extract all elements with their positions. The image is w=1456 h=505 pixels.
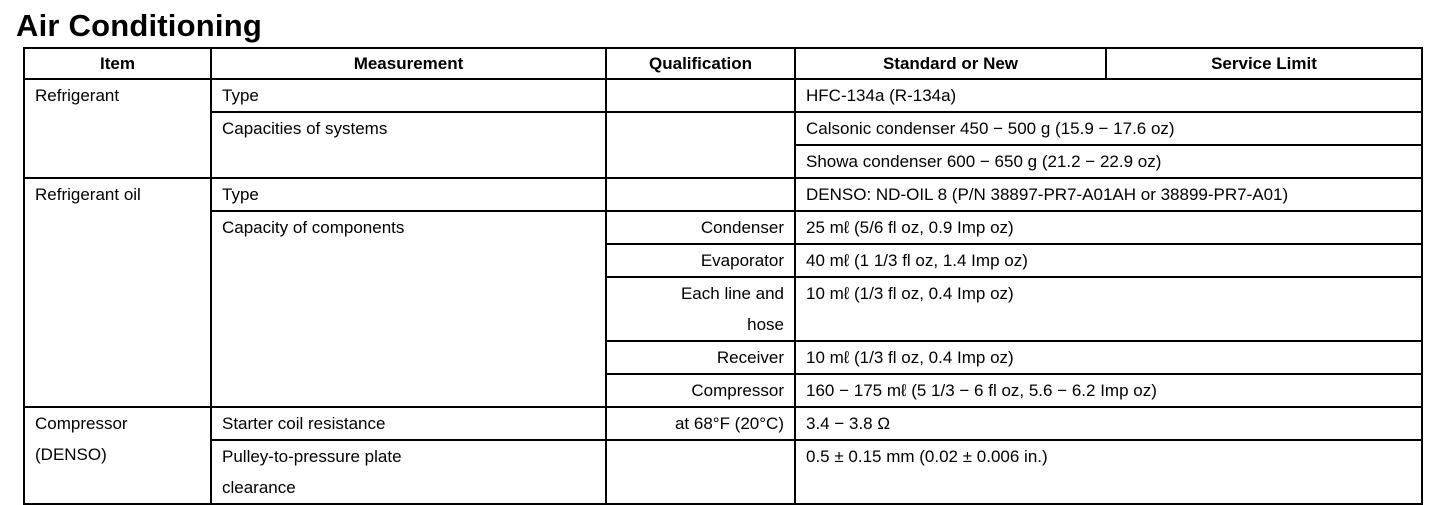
qualification-line: hose <box>747 315 784 334</box>
measurement-cell: Type <box>211 79 606 112</box>
table-row <box>24 211 1422 244</box>
measurement-line: clearance <box>222 478 296 497</box>
table-row <box>24 112 1422 145</box>
measurement-cell: Capacities of systems <box>211 112 606 178</box>
qualification-line: Each line and <box>680 284 784 303</box>
item-line: (DENSO) <box>35 445 107 464</box>
qualification-cell: Receiver <box>606 341 795 374</box>
table-row <box>24 407 1422 440</box>
value-cell: 10 mℓ (1/3 fl oz, 0.4 Imp oz) <box>795 277 1422 341</box>
item-refrigerant-oil: Refrigerant oil <box>24 178 211 407</box>
header-service-limit: Service Limit <box>1106 48 1422 79</box>
table-row <box>24 79 1422 112</box>
header-standard: Standard or New <box>795 48 1106 79</box>
table-row <box>24 440 1422 504</box>
measurement-cell: Type <box>211 178 606 211</box>
page-title: Air Conditioning <box>16 8 262 43</box>
value-cell: 160 − 175 mℓ (5 1/3 − 6 fl oz, 5.6 − 6.2 Imp oz) <box>795 374 1422 407</box>
header-qualification: Qualification <box>606 48 795 79</box>
measurement-cell: Starter coil resistance <box>211 407 606 440</box>
value-cell: 40 mℓ (1 1/3 fl oz, 1.4 Imp oz) <box>795 244 1422 277</box>
value-cell: 0.5 ± 0.15 mm (0.02 ± 0.006 in.) <box>795 440 1422 504</box>
measurement-cell: Capacity of components <box>211 211 606 407</box>
value-cell: 10 mℓ (1/3 fl oz, 0.4 Imp oz) <box>795 341 1422 374</box>
qualification-cell: at 68°F (20°C) <box>606 407 795 440</box>
qualification-cell <box>606 277 795 341</box>
value-cell: 25 mℓ (5/6 fl oz, 0.9 Imp oz) <box>795 211 1422 244</box>
item-refrigerant: Refrigerant <box>24 79 211 178</box>
value-cell: 3.4 − 3.8 Ω <box>795 407 1422 440</box>
qualification-cell <box>606 112 795 178</box>
header-item: Item <box>24 48 211 79</box>
table-row <box>24 178 1422 211</box>
value-cell: Calsonic condenser 450 − 500 g (15.9 − 17.6 oz) <box>795 112 1422 145</box>
header-row <box>24 48 1422 79</box>
value-cell: DENSO: ND-OIL 8 (P/N 38897-PR7-A01AH or 38899-PR7-A01) <box>795 178 1422 211</box>
specification-table <box>23 47 1423 505</box>
header-measurement: Measurement <box>211 48 606 79</box>
item-line: Compressor <box>35 414 128 433</box>
qualification-cell <box>606 440 795 504</box>
qualification-cell: Compressor <box>606 374 795 407</box>
measurement-line: Pulley-to-pressure plate <box>222 447 402 466</box>
qualification-cell: Evaporator <box>606 244 795 277</box>
qualification-cell <box>606 178 795 211</box>
item-compressor <box>24 407 211 504</box>
qualification-cell: Condenser <box>606 211 795 244</box>
value-cell: HFC-134a (R-134a) <box>795 79 1422 112</box>
measurement-cell <box>211 440 606 504</box>
qualification-cell <box>606 79 795 112</box>
value-cell: Showa condenser 600 − 650 g (21.2 − 22.9 oz) <box>795 145 1422 178</box>
